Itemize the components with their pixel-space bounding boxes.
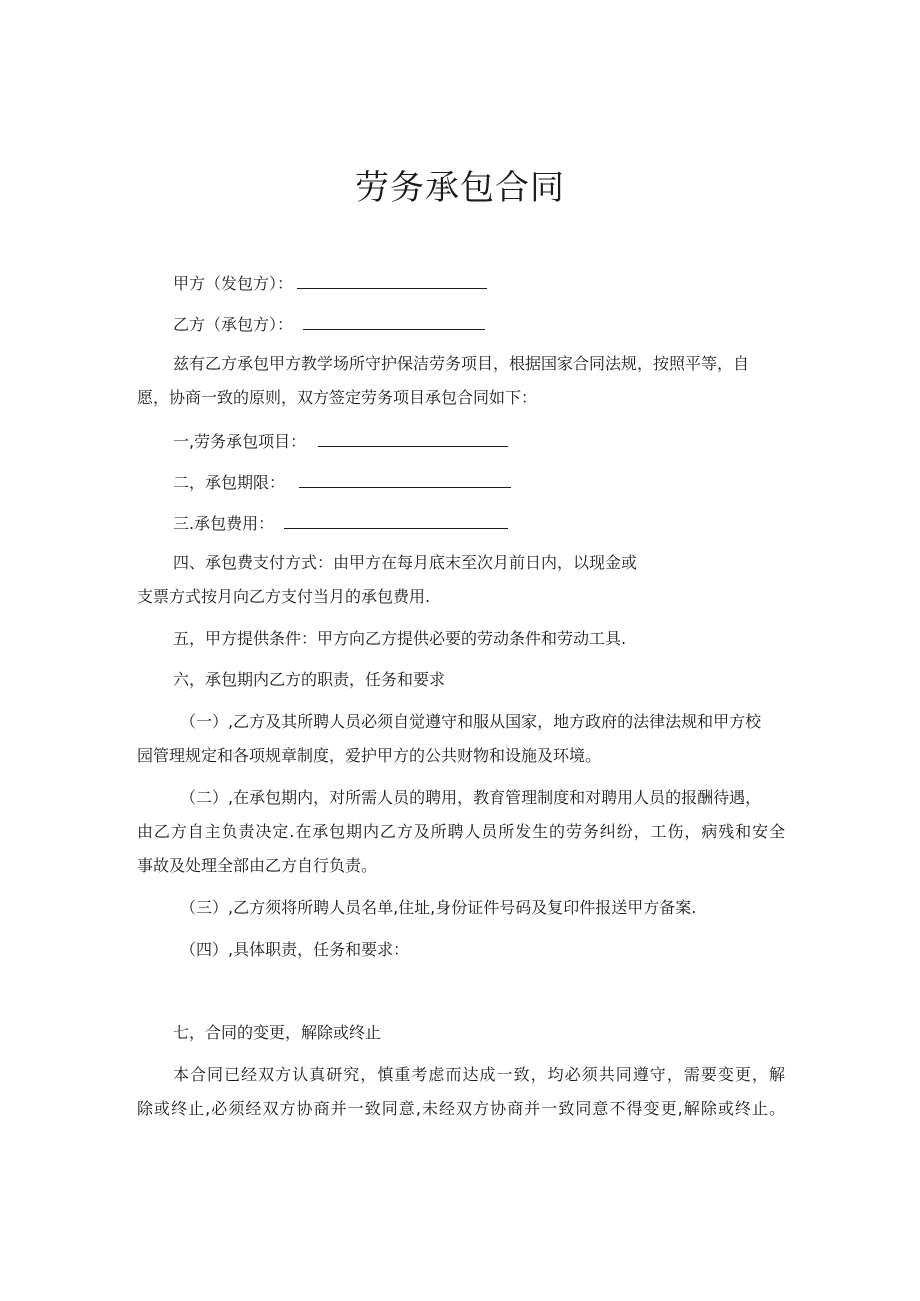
item-2-line	[173, 469, 823, 495]
item-2-blank[interactable]	[299, 469, 511, 488]
intro-line-1: 兹有乙方承包甲方教学场所守护保洁劳务项目，根据国家合同法规，按照平等，自	[173, 354, 750, 373]
item-1-blank[interactable]	[318, 428, 508, 447]
item-7-body-line-1: 本合同已经双方认真研究，慎重考虑而达成一致，均必须共同遵守，需要变更，解	[173, 1065, 785, 1084]
sub-3-line: （三）,乙方须将所聘人员名单,住址,身份证件号码及复印件报送甲方备案.	[180, 898, 697, 917]
intro-line-2: 愿，协商一致的原则，双方签定劳务项目承包合同如下：	[137, 388, 538, 407]
item-5-line: 五，甲方提供条件：甲方向乙方提供必要的劳动条件和劳动工具.	[173, 629, 627, 648]
item-7-body-line-2: 除或终止,必须经双方协商并一致同意,未经双方协商并一致同意不得变更,解除或终止。	[137, 1099, 785, 1118]
party-b-blank[interactable]	[303, 311, 485, 330]
party-a-line	[173, 270, 823, 296]
party-b-label: 乙方（承包方）：	[173, 315, 294, 334]
item-6-line: 六，承包期内乙方的职责，任务和要求	[173, 670, 446, 689]
item-1-line	[173, 428, 823, 454]
party-a-blank[interactable]	[297, 270, 487, 289]
item-4-line-2: 支票方式按月向乙方支付当月的承包费用.	[137, 587, 431, 606]
party-b-line	[173, 311, 823, 337]
sub-1-line-2: 园管理规定和各项规章制度，爱护甲方的公共财物和设施及环境。	[137, 746, 602, 765]
document-title: 劳务承包合同	[355, 168, 565, 208]
sub-2-line-1: （二）,在承包期内，对所需人员的聘用，教育管理制度和对聘用人员的报酬待遇，	[180, 788, 762, 807]
item-2-label: 二，承包期限：	[173, 473, 286, 492]
sub-2-line-3: 事故及处理全部由乙方自行负责。	[137, 856, 378, 875]
item-3-line	[173, 510, 823, 536]
item-3-blank[interactable]	[284, 510, 508, 529]
item-7-line: 七，合同的变更，解除或终止	[173, 1023, 382, 1042]
item-3-label: 三.承包费用：	[173, 514, 275, 533]
party-a-label: 甲方（发包方）：	[173, 274, 294, 293]
sub-1-line-1: （一）,乙方及其所聘人员必须自觉遵守和服从国家，地方政府的法律法规和甲方校	[180, 712, 762, 731]
item-1-label: 一,劳务承包项目：	[173, 432, 307, 451]
item-4-line-1: 四、承包费支付方式：由甲方在每月底末至次月前日内，以现金或	[173, 553, 638, 572]
sub-2-line-2: 由乙方自主负责决定.在承包期内乙方及所聘人员所发生的劳务纠纷，工伤，病残和安全	[137, 822, 785, 841]
sub-4-line: （四）,具体职责，任务和要求：	[180, 940, 410, 959]
